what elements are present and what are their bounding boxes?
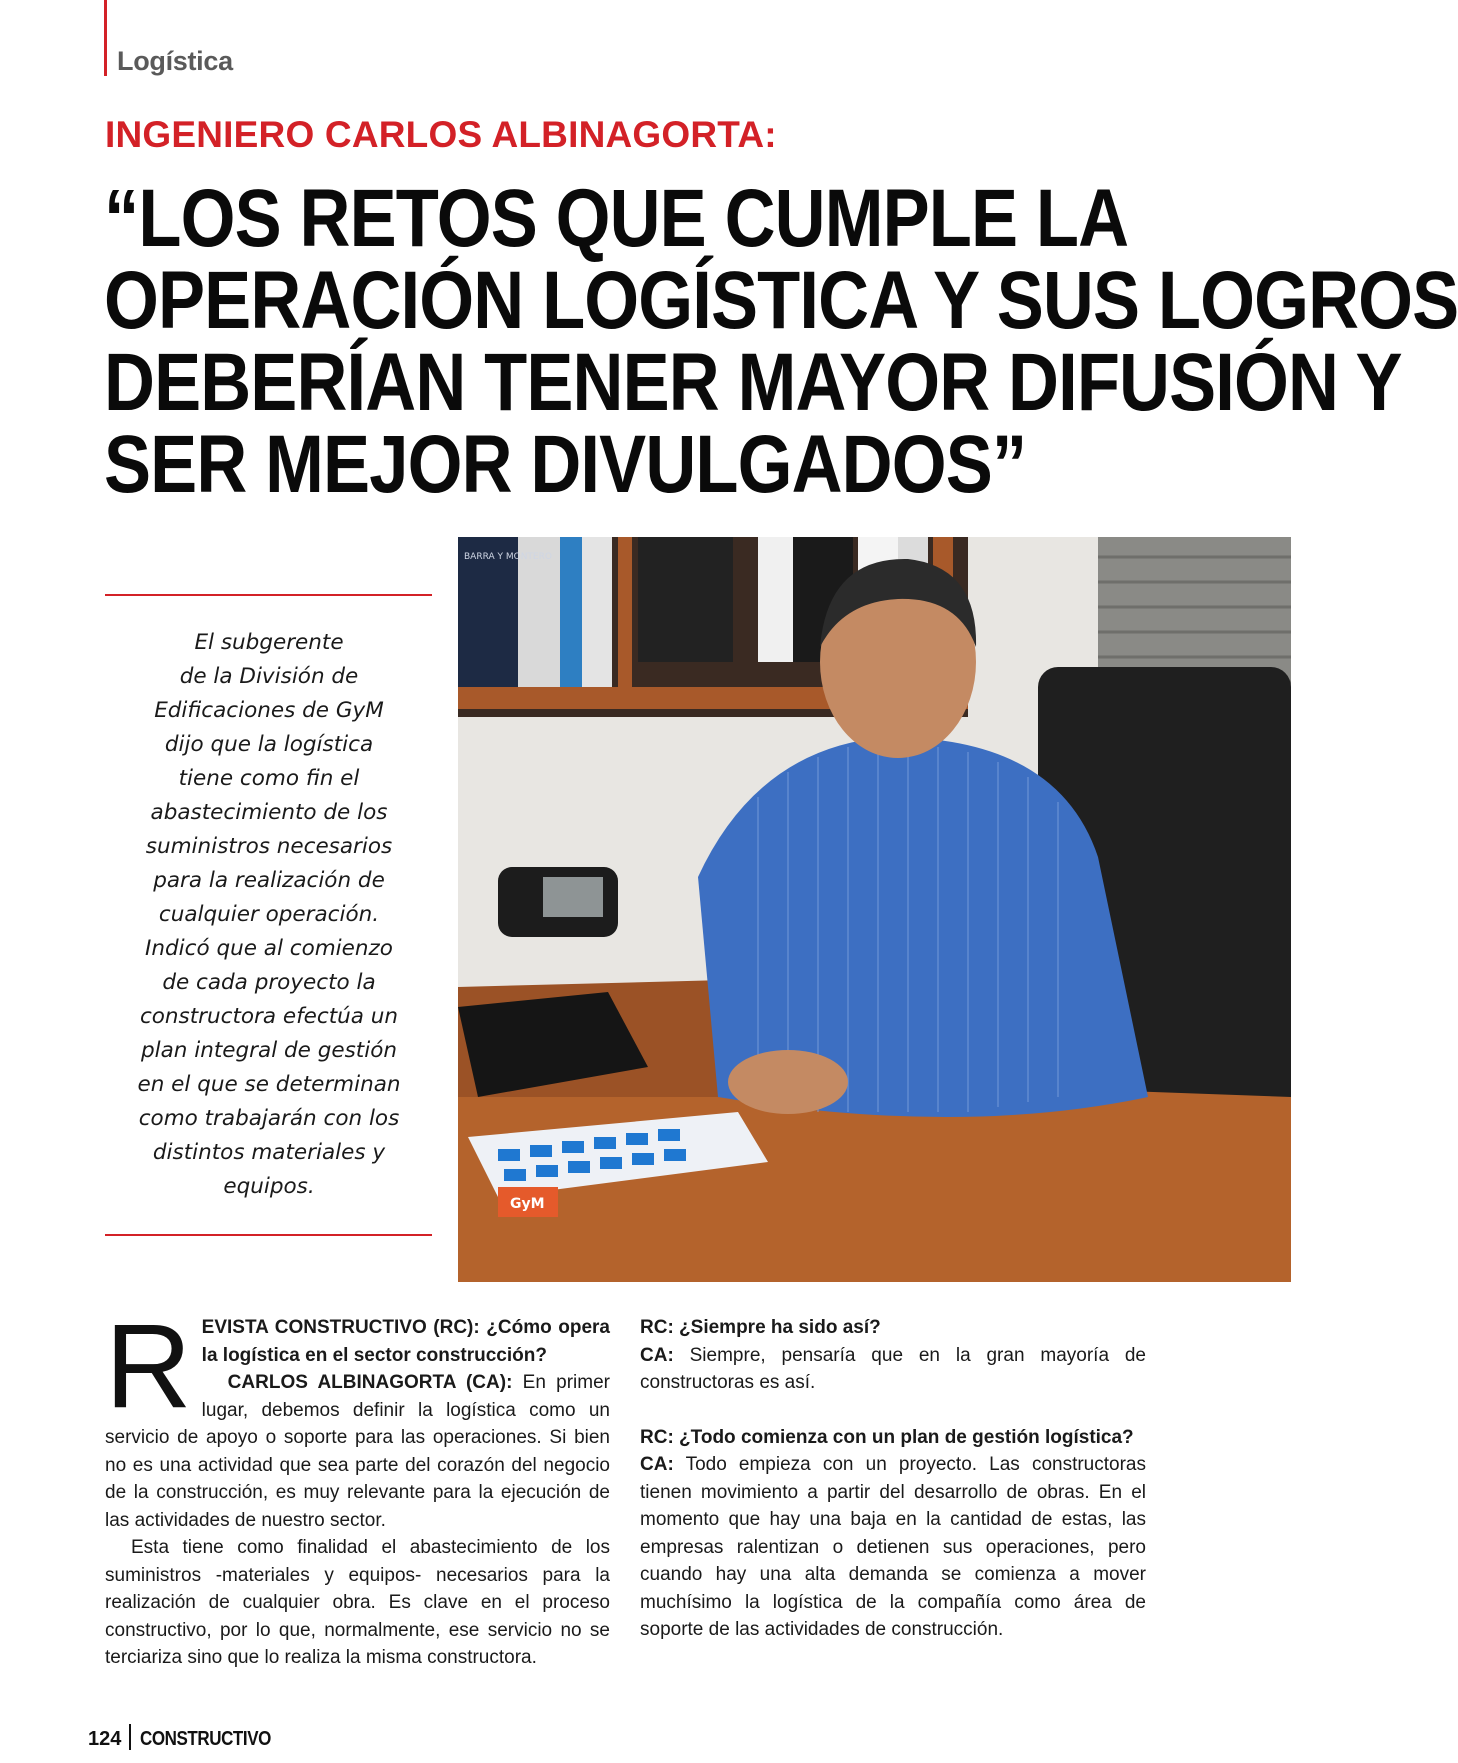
sidebar-line: como trabajarán con los xyxy=(138,1106,400,1131)
sidebar-line: suministros necesarios xyxy=(145,834,393,859)
page-number: 124 xyxy=(88,1728,122,1750)
interview-question: RC: ¿Todo comienza con un plan de gestión logística? xyxy=(640,1426,1134,1448)
answer-text: En primer lugar, debemos definir la logística como un servicio de apoyo o soporte para las operaciones. Si bien no es una actividad que sea parte del corazón del negocio de la construcción, es muy relevante para la ejecución de las actividades de nuestro sector. xyxy=(105,1372,610,1531)
headline-line: OPERACIÓN LOGÍSTICA Y SUS LOGROS xyxy=(104,255,1458,346)
sidebar-line: El subgerente xyxy=(194,630,344,655)
answer-speaker: CA: xyxy=(640,1344,674,1366)
answer-speaker: CARLOS ALBINAGORTA (CA): xyxy=(227,1372,513,1393)
headline-line: DEBERÍAN TENER MAYOR DIFUSIÓN Y xyxy=(104,337,1402,428)
answer-speaker: CA: xyxy=(640,1454,674,1475)
article-kicker: INGENIERO CARLOS ALBINAGORTA: xyxy=(105,114,777,155)
footer-divider xyxy=(129,1724,131,1750)
magazine-name: CONSTRUCTIVO xyxy=(140,1728,271,1750)
sidebar-bottom-rule xyxy=(105,1234,432,1236)
sidebar-line: de cada proyecto la xyxy=(162,970,376,995)
sidebar-line: en el que se determinan xyxy=(137,1072,401,1097)
portrait-illustration xyxy=(458,537,1291,1282)
article-headline xyxy=(104,173,1458,510)
sidebar-line: Indicó que al comienzo xyxy=(145,936,393,961)
sidebar-line: de la División de xyxy=(179,664,359,689)
answer-text: Siempre, pensaría que en la gran mayoría de constructoras es así. xyxy=(640,1344,1146,1393)
section-accent-bar xyxy=(104,0,107,76)
sidebar-line: abastecimiento de los xyxy=(150,800,388,825)
article-column-left xyxy=(105,1299,610,1672)
article-paragraph: Esta tiene como finalidad el abastecimiento de los suministros -materiales y equipos- necesarios para la realización de cualquier obra. Es clave en el proceso constructivo, por lo que, normalmente, ese servicio no se terciariza sino que lo realiza la misma constructora. xyxy=(105,1537,610,1668)
sidebar-summary xyxy=(112,626,426,1204)
interview-question: RC: ¿Siempre ha sido así? xyxy=(640,1317,881,1338)
dropcap: R xyxy=(105,1299,192,1433)
notebook-brand: GyM xyxy=(510,1196,545,1212)
section-label: Logística xyxy=(117,46,233,76)
sidebar-line: dijo que la logística xyxy=(164,732,374,757)
portrait-photo xyxy=(458,537,1291,1282)
sidebar-line: plan integral de gestión xyxy=(141,1038,397,1063)
sidebar-line: para la realización de xyxy=(153,868,385,893)
answer-text: Todo empieza con un proyecto. Las constructoras tienen movimiento a partir del desarrollo de obras. En el momento que hay una baja en la cantidad de estas, las empresas ralentizan o detienen sus operaciones, pero cuando hay una alta demanda se comienza a mover muchísimo la logística de la compañía como área de soporte de las actividades de construcción. xyxy=(640,1454,1146,1640)
headline-line: SER MEJOR DIVULGADOS” xyxy=(104,419,1027,510)
book-spine-label: BARRA Y MONTERO xyxy=(464,552,552,562)
sidebar-line: Edificaciones de GyM xyxy=(154,698,384,723)
sidebar-line: cualquier operación. xyxy=(158,902,380,927)
sidebar-top-rule xyxy=(105,594,432,596)
sidebar-line: equipos. xyxy=(223,1174,315,1199)
sidebar-line: constructora efectúa un xyxy=(139,1004,399,1029)
interview-question: EVISTA CONSTRUCTIVO (RC): ¿Cómo opera la logística en el sector construcción? xyxy=(201,1317,610,1366)
sidebar-line: distintos materiales y xyxy=(152,1140,386,1165)
article-column-right xyxy=(640,1314,1146,1644)
sidebar-line: tiene como fin el xyxy=(178,766,360,791)
headline-line: “LOS RETOS QUE CUMPLE LA xyxy=(104,173,1129,264)
